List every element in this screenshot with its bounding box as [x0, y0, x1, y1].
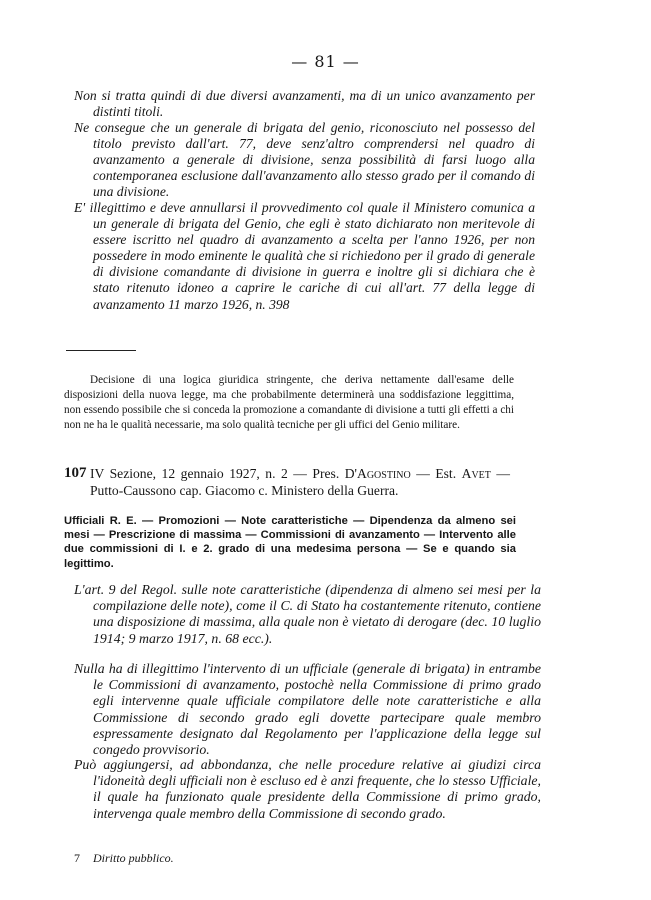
paragraph-unico-avanzamento: Non si tratta quindi di due diversi avanzamenti, ma di un unico avanzamento per distinti titoli.: [74, 88, 535, 120]
massima-keywords: Ufficiali R. E. — Promozioni — Note caratteristiche — Dipendenza da almeno sei mesi — Prescrizione di massima — Commissioni di avanzamento — Intervento alle due commissioni di I. e 2. grado di una medesima persona — Se e quando sia legittimo.: [64, 515, 516, 570]
case-heading: [64, 465, 524, 499]
case-heading-mid: — Est.: [410, 466, 462, 481]
commentary-note: Decisione di una logica giuridica stringente, che deriva nettamente dall'esame delle disposizioni della nuova legge, ma che probabilmente determinerà una soddisfazione leggittima, non essendo possibile che si conceda la promozione a comandante di divisione a tutti gli effetti a chi non ne ha le qualità necessarie, ma solo qualità tecniche per gli uffici del Genio militare.: [64, 374, 514, 431]
page-number: — 81 —: [291, 52, 360, 71]
case-heading-end: — Putto-Caussono cap. Giacomo c. Ministero della Guerra.: [90, 466, 510, 498]
case-number: 107: [64, 465, 87, 481]
page-footer: [74, 851, 174, 866]
case-estensore: Avet: [461, 466, 491, 481]
holding-art-9-regolamento: L'art. 9 del Regol. sulle note caratteristiche (dipendenza di almeno sei mesi per la compilazione delle note), come il C. di Stato ha costantemente ritenuto, contiene una disposizione di massima, alla quale non è vietato di derogare (dec. 10 luglio 1914; 9 marzo 1917, n. 68 ecc.).: [74, 582, 541, 646]
signature-label: Diritto pubblico.: [93, 851, 174, 865]
paragraph-illegittimo-provvedimento: E' illegittimo e deve annullarsi il provvedimento col quale il Ministero comunica a un generale di brigata del Genio, che egli è stato dichiarato non meritevole di essere iscritto nel quadro di avanzamento a scelta per l'anno 1926, per non possedere in modo eminente le qualità che si richiedono per il grado di generale di divisione comandante di divisione in guerra e inoltre gli si dichiara che è stato ritenuto idoneo a caprire le cariche di cui all'art. 77 della legge di avanzamento 11 marzo 1926, n. 398: [74, 200, 535, 312]
holding-stesso-ufficiale: Può aggiungersi, ad abbondanza, che nelle procedure relative ai giudizi circa l'idoneità degli ufficiali non è escluso ed è anzi frequente, che lo stesso Ufficiale, il quale ha funzionato quale presidente della Commissione di primo grado, intervenga quale membro della Commissione di secondo grado.: [74, 757, 541, 821]
case-president: D'Agostino: [344, 466, 411, 481]
case-heading-start: IV Sezione, 12 gennaio 1927, n. 2 — Pres.: [90, 466, 345, 481]
case-citation: [90, 465, 510, 499]
paragraph-generale-brigata-genio: Ne consegue che un generale di brigata del genio, riconosciuto nel possesso del titolo previsto dall'art. 77, deve senz'altro comprendersi nel quadro di avanzamento a generale di divisione, senza possibilità di farsi luogo alla contemporanea esclusione dall'avanzamento allo stesso grado per il comando di una divisione.: [74, 120, 535, 200]
holding-intervento-ufficiale: Nulla ha di illegittimo l'intervento di un ufficiale (generale di brigata) in entrambe le Commissioni di avanzamento, postochè nella Commissione di primo grado egli intervenne quale ufficiale compilatore delle note caratteristiche e alla Commissione di secondo grado egli dovette partecipare quale membro espressamente designato dal Regolamento per l'applicazione della legge sul congedo provvisorio.: [74, 661, 541, 758]
signature-number: 7: [74, 851, 80, 865]
footnote-divider: [66, 350, 136, 351]
